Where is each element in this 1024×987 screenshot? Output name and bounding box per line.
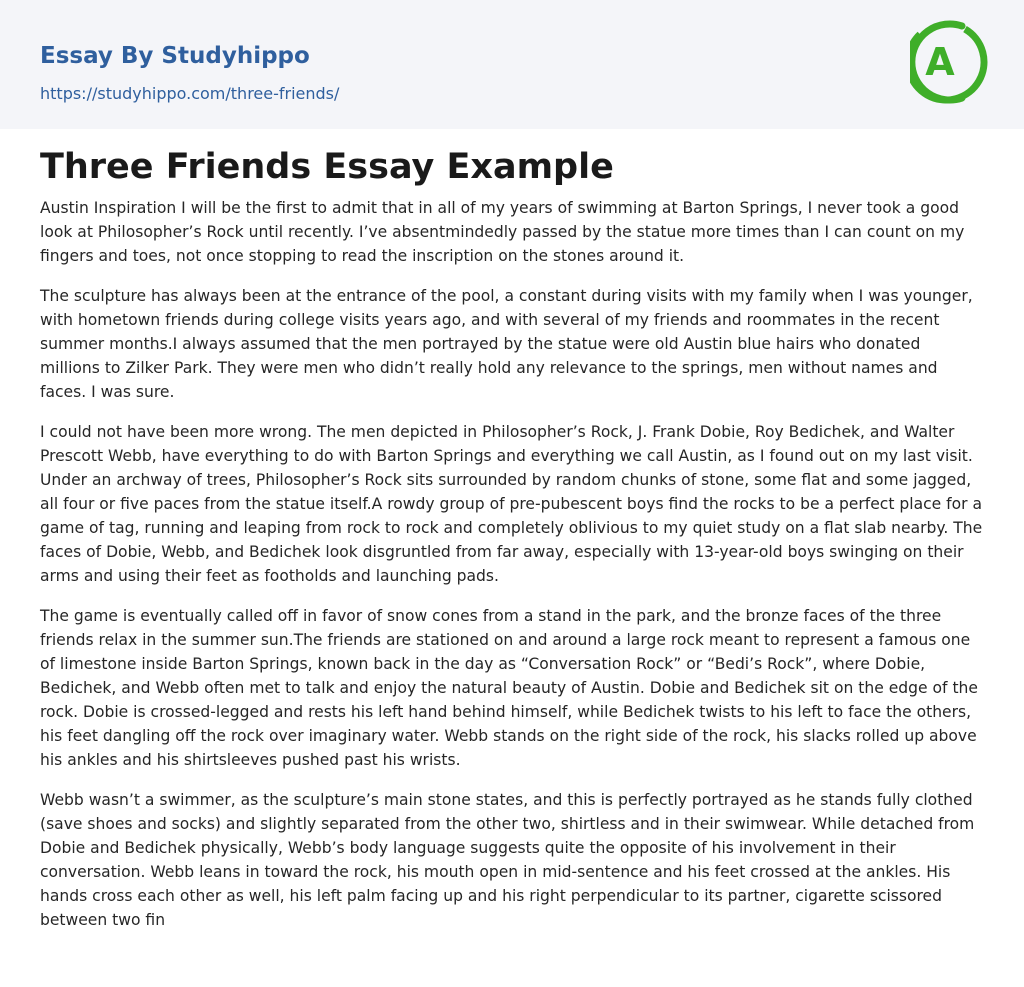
article-paragraph: Webb wasn’t a swimmer, as the sculpture’s main stone states, and this is perfectly portrayed as he stands fully clothed (save shoes and socks) and slightly separated from the other two, shirtless and in their swimwear. While detached from Dobie and Bedichek physically, Webb’s body language suggests quite the opposite of his involvement in their conversation. Webb leans in toward the rock, his mouth open in mid-sentence and his feet crossed at the ankles. His hands cross each other as well, his left palm facing up and his right perpendicular to its partner, cigarette scissored between two fin [40, 791, 975, 929]
article-paragraph: Austin Inspiration I will be the first to admit that in all of my years of swimming at Barton Springs, I never took a good look at Philosopher’s Rock until recently. I’ve absentmindedly passed by the statue more times than I can count on my fingers and toes, not once stopping to read the inscription on the stones around it. [40, 199, 965, 265]
logo-letter: A [925, 40, 955, 84]
studyhippo-logo-icon[interactable] [910, 18, 988, 106]
article-paragraph: I could not have been more wrong. The men depicted in Philosopher’s Rock, J. Frank Dobie, Roy Bedichek, and Walter Prescott Webb, have everything to do with Barton Springs and everything we call Austin, as I found out on my last visit. Under an archway of trees, Philosopher’s Rock sits surrounded by random chunks of stone, some flat and some jagged, all four or five paces from the statue itself.A rowdy group of pre-pubescent boys find the rocks to be a perfect place for a game of tag, running and leaping from rock to rock and completely oblivious to my quiet study on a flat slab nearby. The faces of Dobie, Webb, and Bedichek look disgruntled from far away, especially with 13-year-old boys swinging on their arms and using their feet as footholds and launching pads. [40, 423, 983, 585]
article-paragraph: The sculpture has always been at the entrance of the pool, a constant during visits with my family when I was younger, with hometown friends during college visits years ago, and with several of my friends and roommates in the recent summer months.I always assumed that the men portrayed by the statue were old Austin blue hairs who donated millions to Zilker Park. They were men who didn’t really hold any relevance to the springs, men without names and faces. I was sure. [40, 287, 973, 401]
essay-url-link[interactable]: https://studyhippo.com/three-friends/ [40, 84, 340, 103]
site-header [0, 0, 1024, 129]
article [40, 145, 984, 948]
article-paragraph: The game is eventually called off in favor of snow cones from a stand in the park, and the bronze faces of the three friends relax in the summer sun.The friends are stationed on and around a large rock meant to represent a famous one of limestone inside Barton Springs, known back in the day as “Conversation Rock” or “Bedi’s Rock”, where Dobie, Bedichek, and Webb often met to talk and enjoy the natural beauty of Austin. Dobie and Bedichek sit on the edge of the rock. Dobie is crossed-legged and rests his left hand behind himself, while Bedichek twists to his left to face the others, his feet dangling off the rock over imaginary water. Webb stands on the right side of the rock, his slacks rolled up above his ankles and his shirtsleeves pushed past his wrists. [40, 607, 978, 769]
article-title: Three Friends Essay Example [40, 147, 614, 187]
site-brand[interactable]: Essay By Studyhippo [40, 43, 310, 69]
